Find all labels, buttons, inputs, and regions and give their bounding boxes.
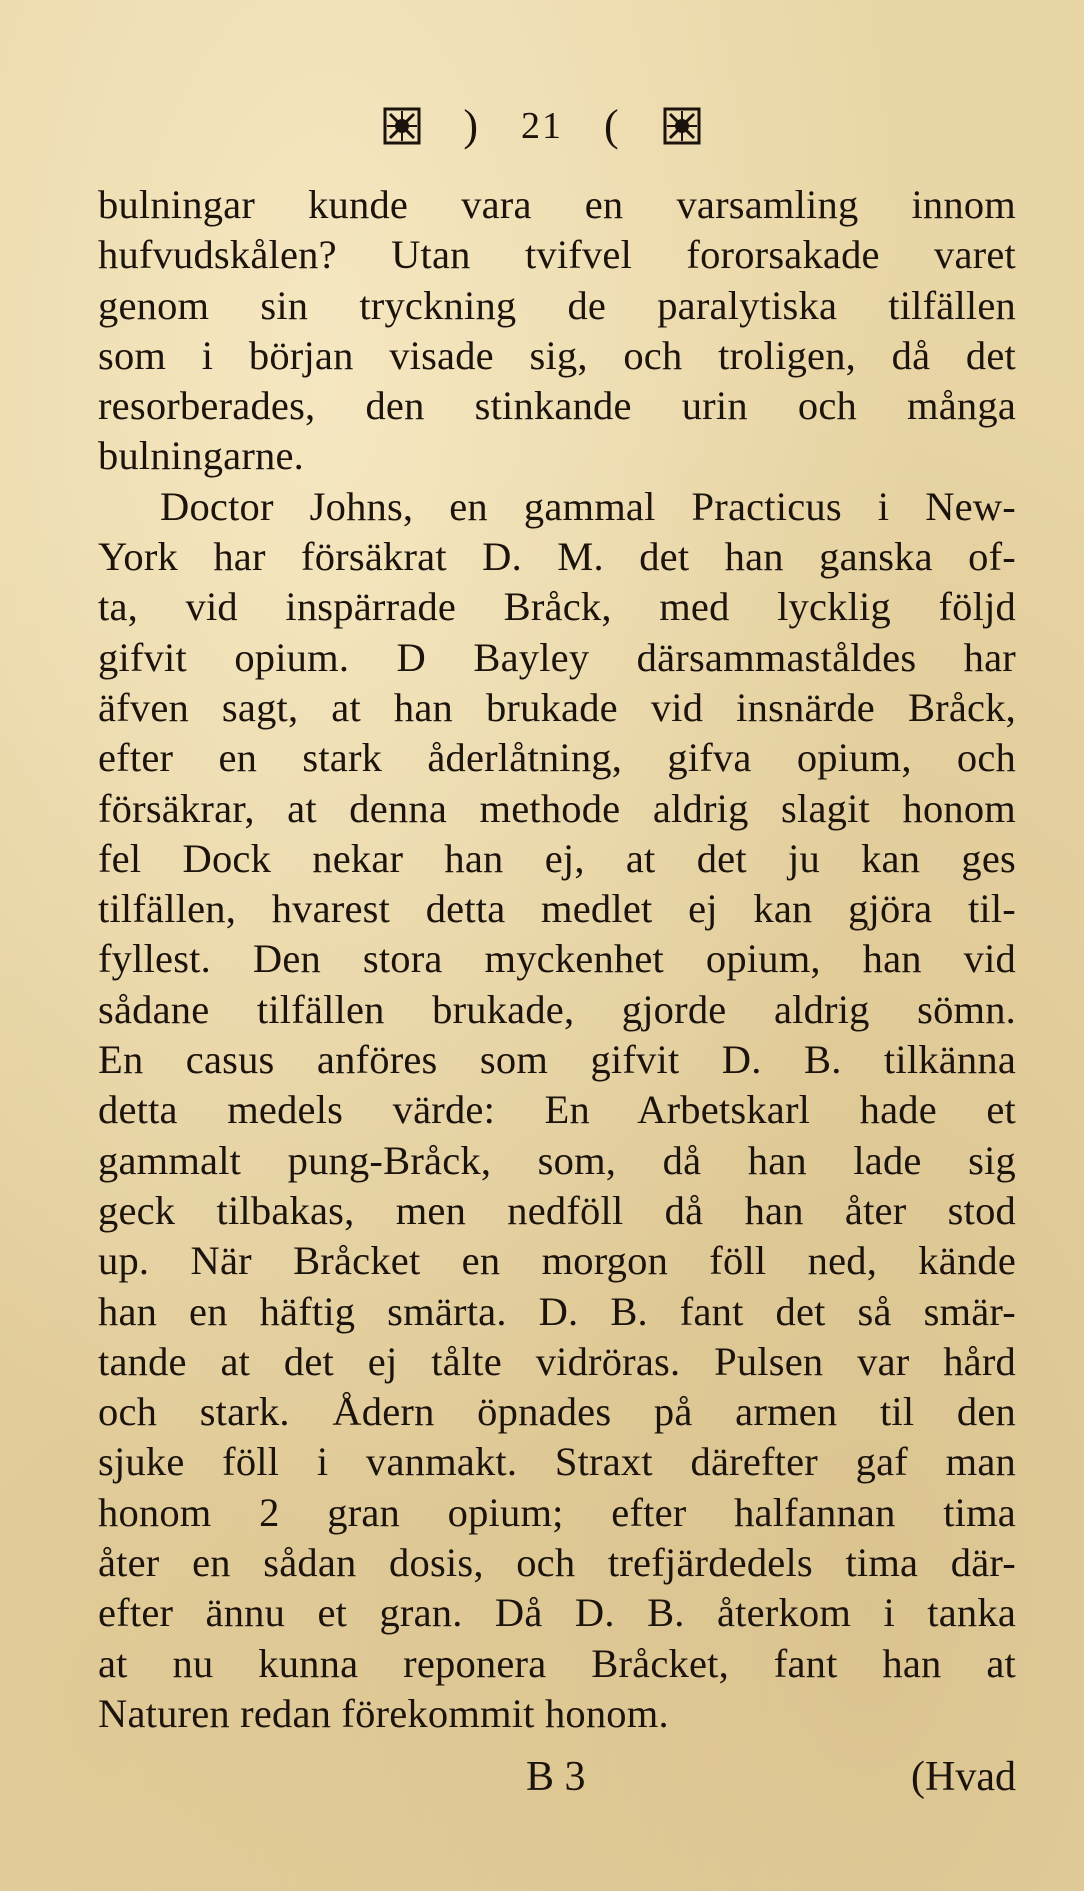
text-line: sådane tilfällen brukade, gjorde aldrig sömn. bbox=[98, 986, 1016, 1032]
text-line: Doctor Johns, en gammal Practicus i New- bbox=[160, 483, 1016, 529]
text-line: fyllest. Den stora myckenhet opium, han vid bbox=[98, 936, 1016, 982]
text-line: fel Dock nekar han ej, at det ju kan ges bbox=[98, 835, 1016, 881]
text-line: hufvudskålen? Utan tvifvel fororsakade varet bbox=[98, 232, 1016, 278]
text-line: och stark. Ådern öpnades på armen til den bbox=[98, 1389, 1016, 1435]
text-line: äfven sagt, at han brukade vid insnärde Bråck, bbox=[98, 684, 1016, 730]
text-line: bulningarne. bbox=[98, 433, 304, 479]
text-line: som i början visade sig, och troligen, då det bbox=[98, 332, 1016, 378]
text-line: genom sin tryckning de paralytiska tilfällen bbox=[98, 282, 1016, 328]
page-footer bbox=[98, 1753, 1016, 1813]
text-line: honom 2 gran opium; efter halfannan tima bbox=[98, 1489, 1016, 1535]
ornament-left-icon bbox=[382, 106, 422, 146]
text-line: gifvit opium. D Bayley därsammaståldes har bbox=[98, 634, 1016, 680]
text-line: gammalt pung-Bråck, som, då han lade sig bbox=[98, 1137, 1016, 1183]
text-line: efter en stark åderlåtning, gifva opium, och bbox=[98, 735, 1016, 781]
text-line: bulningar kunde vara en varsamling innom bbox=[98, 182, 1016, 227]
ornament-right-icon bbox=[662, 106, 702, 146]
text-line: han en häftig smärta. D. B. fant det så smär- bbox=[98, 1288, 1016, 1334]
text-line: detta medels värde: En Arbetskarl hade et bbox=[98, 1087, 1016, 1133]
text-line: åter en sådan dosis, och trefjärdedels tima där- bbox=[98, 1540, 1016, 1586]
page-number: 21 bbox=[521, 104, 563, 147]
header-right-paren: ( bbox=[604, 100, 621, 150]
header-left-paren: ) bbox=[463, 100, 480, 150]
text-line: geck tilbakas, men nedföll då han åter stod bbox=[98, 1187, 1016, 1233]
text-line: försäkrar, at denna methode aldrig slagit honom bbox=[98, 785, 1016, 831]
catchword: (Hvad bbox=[911, 1754, 1016, 1800]
signature-mark: B 3 bbox=[526, 1754, 586, 1800]
page-header bbox=[0, 92, 1084, 156]
text-line: at nu kunna reponera Bråcket, fant han at bbox=[98, 1640, 1016, 1686]
text-line: sjuke föll i vanmakt. Straxt därefter gaf man bbox=[98, 1439, 1016, 1485]
text-line: Naturen redan förekommit honom. bbox=[98, 1690, 669, 1736]
text-line: tande at det ej tålte vidröras. Pulsen var hård bbox=[98, 1338, 1016, 1384]
text-line: tilfällen, hvarest detta medlet ej kan gjöra til- bbox=[98, 886, 1016, 932]
text-line: efter ännu et gran. Då D. B. återkom i tanka bbox=[98, 1590, 1016, 1636]
text-line: ta, vid inspärrade Bråck, med lycklig följd bbox=[98, 584, 1016, 630]
body-text bbox=[98, 180, 1016, 1739]
text-line: resorberades, den stinkande urin och många bbox=[98, 383, 1016, 429]
text-line: up. När Bråcket en morgon föll ned, kände bbox=[98, 1238, 1016, 1284]
text-line: York har försäkrat D. M. det han ganska of- bbox=[98, 534, 1016, 580]
text-line: En casus anföres som gifvit D. B. tilkänna bbox=[98, 1037, 1016, 1083]
